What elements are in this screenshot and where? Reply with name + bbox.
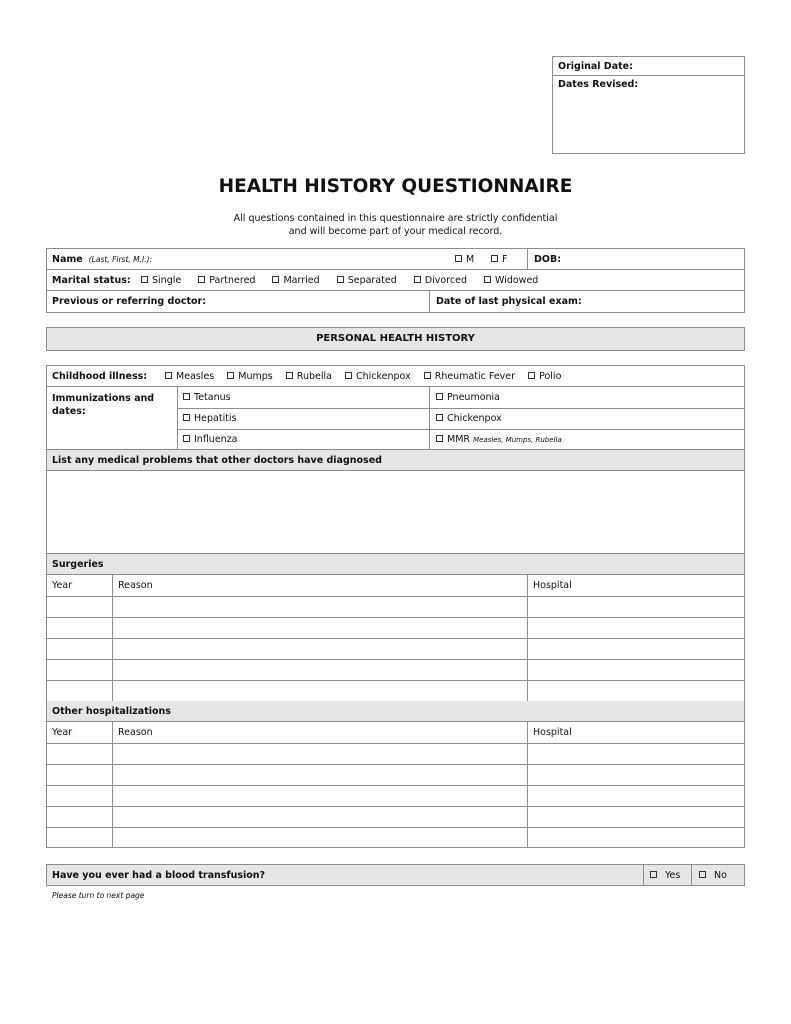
surgeries-label: Surgeries: [52, 559, 104, 570]
medical-problems-textarea[interactable]: [47, 471, 744, 554]
hospitalizations-col-year: Year: [52, 727, 73, 738]
checkbox-icon: [436, 393, 443, 400]
page-title: HEALTH HISTORY QUESTIONNAIRE: [218, 176, 573, 197]
name-field[interactable]: [52, 254, 152, 265]
marital-option-divorced[interactable]: [414, 275, 467, 286]
marital-option-widowed[interactable]: [484, 275, 538, 286]
hospitalizations-table: [47, 722, 744, 847]
checkbox-icon: [345, 372, 352, 379]
sex-m-option[interactable]: [455, 254, 474, 265]
polio-label: Polio: [539, 371, 562, 382]
marital-option-single[interactable]: [141, 275, 181, 286]
dates-revised-label: Dates Revised:: [558, 79, 639, 90]
marital-married-label: Married: [283, 275, 320, 286]
footer-note: Please turn to next page: [52, 891, 145, 900]
original-date-label: Original Date:: [558, 61, 633, 72]
dob-label: DOB:: [534, 254, 562, 265]
childhood-option-chickenpox[interactable]: [345, 371, 411, 382]
transfusion-yes-label: Yes: [665, 870, 681, 881]
checkbox-icon: [424, 372, 431, 379]
influenza-label: Influenza: [194, 434, 238, 445]
hospitalizations-col-reason: Reason: [118, 727, 153, 738]
checkbox-icon: [183, 435, 190, 442]
checkbox-icon: [286, 372, 293, 379]
marital-widowed-label: Widowed: [495, 275, 539, 286]
subtitle-line-2: and will become part of your medical record.: [288, 226, 503, 237]
checkbox-icon: [227, 372, 234, 379]
sex-f-label: F: [502, 254, 508, 265]
medical-problems-label: List any medical problems that other doctors have diagnosed: [52, 455, 382, 466]
checkbox-icon: [528, 372, 535, 379]
childhood-option-polio[interactable]: [528, 371, 561, 382]
name-hint: (Last, First, M.I.):: [88, 255, 153, 264]
marital-divorced-label: Divorced: [424, 275, 467, 286]
transfusion-yes-option[interactable]: [650, 870, 680, 881]
subtitle-line-1: All questions contained in this questionnaire are strictly confidential: [233, 213, 558, 224]
checkbox-icon: [165, 372, 172, 379]
date-box: [552, 56, 745, 154]
checkbox-icon: [699, 871, 706, 878]
last-physical-exam-label[interactable]: Date of last physical exam:: [436, 296, 582, 307]
section-header-personal-health-history: PERSONAL HEALTH HISTORY: [46, 327, 745, 351]
measles-label: Measles: [176, 371, 215, 382]
hospitalizations-label: Other hospitalizations: [52, 706, 171, 717]
checkbox-icon: [198, 276, 205, 283]
surgeries-col-reason: Reason: [118, 580, 153, 591]
immunization-tetanus[interactable]: [183, 392, 231, 403]
childhood-option-rubella[interactable]: [286, 371, 332, 382]
checkbox-icon: [484, 276, 491, 283]
hepatitis-label: Hepatitis: [194, 413, 237, 424]
sex-f-option[interactable]: [491, 254, 507, 265]
childhood-options: [165, 371, 561, 382]
checkbox-icon: [414, 276, 421, 283]
mmr-note: Measles, Mumps, Rubella: [473, 436, 562, 444]
marital-status-label: Marital status:: [52, 275, 131, 286]
marital-option-married[interactable]: [272, 275, 319, 286]
checkbox-icon: [183, 393, 190, 400]
transfusion-question: Have you ever had a blood transfusion?: [52, 870, 266, 881]
chickenpox-immunization-label: Chickenpox: [447, 413, 502, 424]
mmr-label: MMR: [447, 434, 470, 445]
tetanus-label: Tetanus: [194, 392, 231, 403]
mumps-label: Mumps: [238, 371, 273, 382]
surgeries-table: [47, 575, 744, 701]
immunization-hepatitis[interactable]: [183, 413, 237, 424]
childhood-option-mumps[interactable]: [227, 371, 272, 382]
immunization-pneumonia[interactable]: [436, 392, 500, 403]
checkbox-icon: [272, 276, 279, 283]
childhood-option-measles[interactable]: [165, 371, 214, 382]
transfusion-row: [46, 864, 745, 886]
checkbox-icon: [337, 276, 344, 283]
immunization-influenza[interactable]: [183, 434, 238, 445]
rubella-label: Rubella: [296, 371, 332, 382]
marital-options: [141, 275, 538, 286]
surgeries-col-year: Year: [52, 580, 73, 591]
surgeries-col-hospital: Hospital: [533, 580, 572, 591]
sex-m-label: M: [466, 254, 475, 265]
checkbox-icon: [455, 255, 462, 262]
checkbox-icon: [436, 435, 443, 442]
checkbox-icon: [183, 414, 190, 421]
childhood-illness-label: Childhood illness:: [52, 371, 148, 382]
transfusion-no-label: No: [714, 870, 727, 881]
hospitalizations-col-hospital: Hospital: [533, 727, 572, 738]
transfusion-no-option[interactable]: [699, 870, 727, 881]
referring-doctor-label[interactable]: Previous or referring doctor:: [52, 296, 207, 307]
checkbox-icon: [491, 255, 498, 262]
marital-partnered-label: Partnered: [209, 275, 256, 286]
marital-separated-label: Separated: [347, 275, 397, 286]
marital-option-partnered[interactable]: [198, 275, 255, 286]
checkbox-icon: [436, 414, 443, 421]
immunizations-label: Immunizations and dates:: [52, 393, 155, 417]
chickenpox-label: Chickenpox: [355, 371, 411, 382]
health-history-block: [46, 365, 745, 848]
checkbox-icon: [650, 871, 657, 878]
pneumonia-label: Pneumonia: [447, 392, 500, 403]
childhood-option-rheumatic-fever[interactable]: [424, 371, 515, 382]
immunization-mmr[interactable]: [436, 434, 562, 445]
rheumatic-fever-label: Rheumatic Fever: [434, 371, 516, 382]
marital-option-separated[interactable]: [337, 275, 397, 286]
name-label: Name: [52, 254, 83, 265]
immunization-chickenpox[interactable]: [436, 413, 502, 424]
checkbox-icon: [141, 276, 148, 283]
marital-single-label: Single: [152, 275, 182, 286]
patient-info-block: [46, 248, 745, 313]
